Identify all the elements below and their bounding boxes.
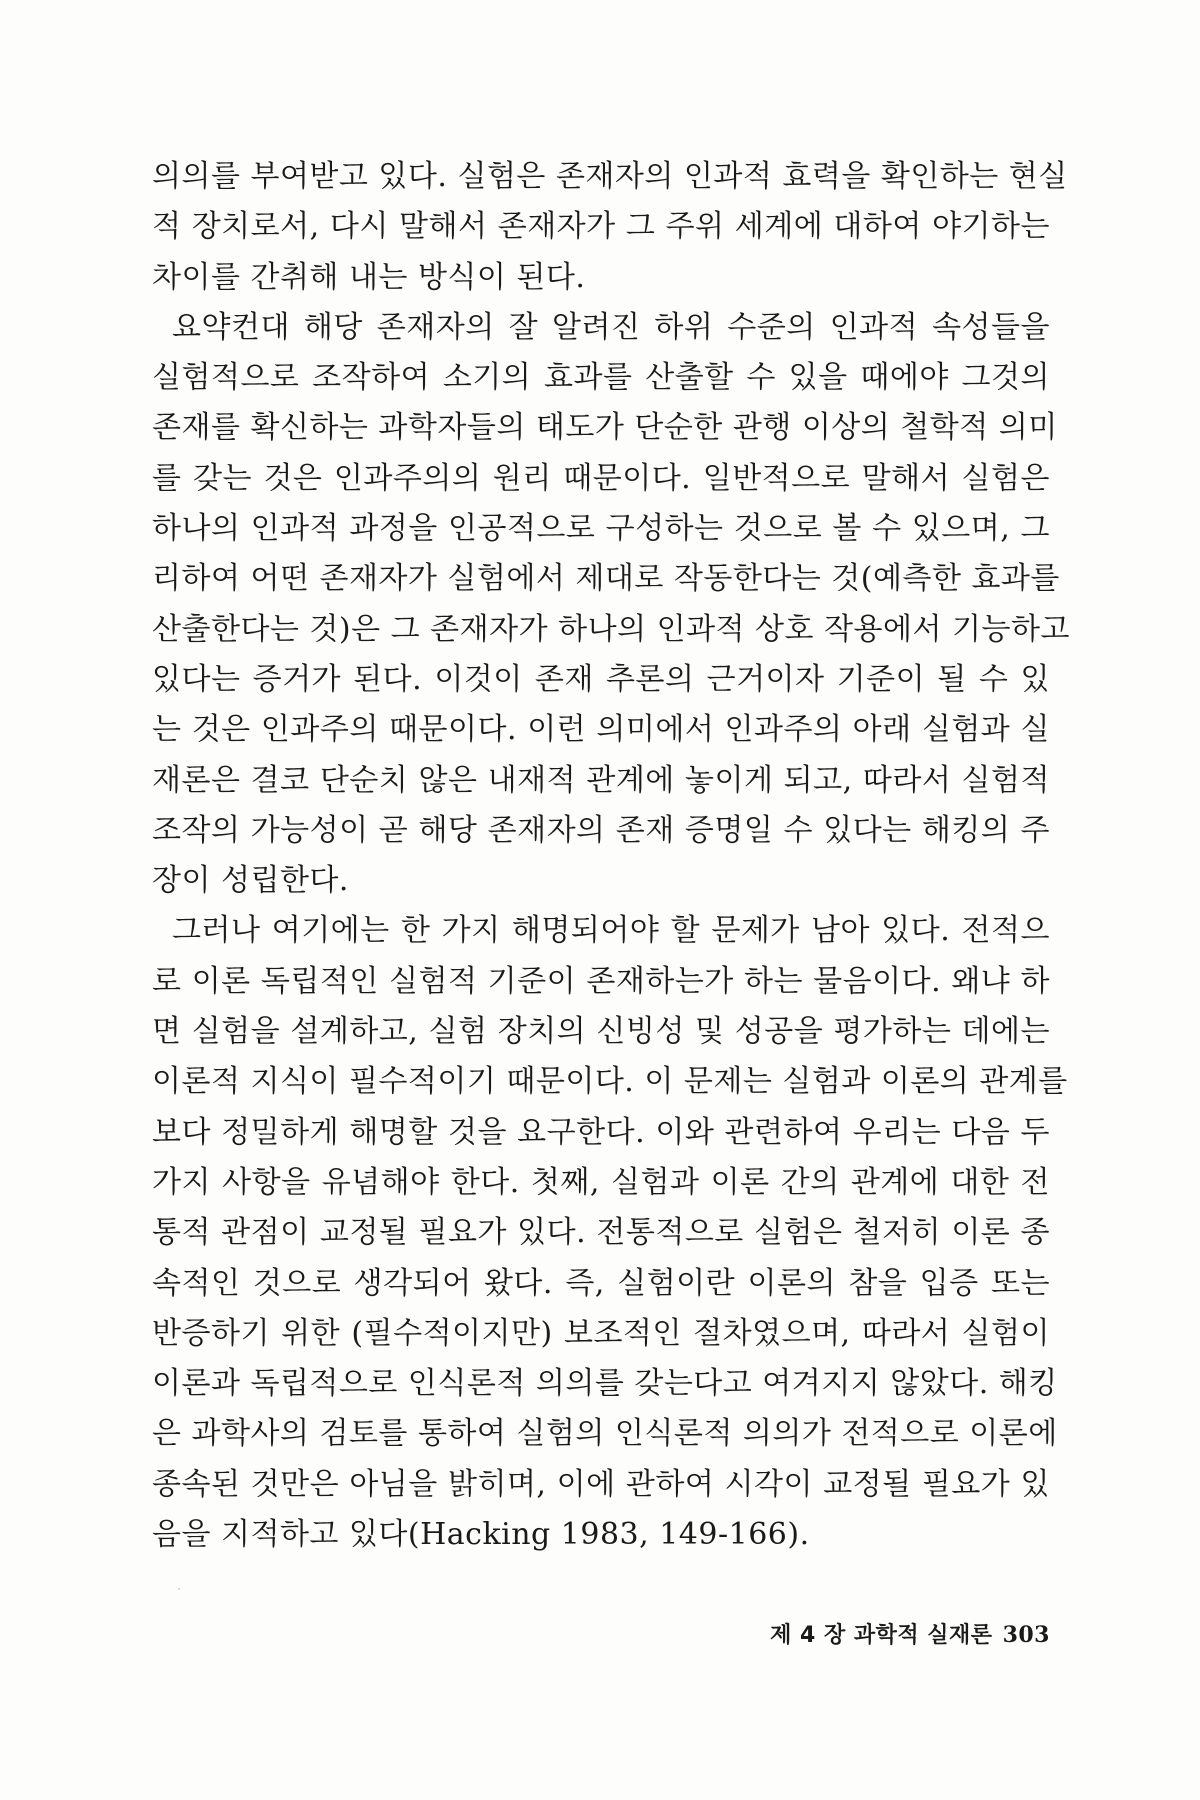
text-line: 장이 성립한다. bbox=[152, 863, 349, 899]
text-line: 가지 사항을 유념해야 한다. 첫째, 실험과 이론 간의 관계에 대한 전 bbox=[152, 1164, 1050, 1200]
running-footer bbox=[700, 1618, 1050, 1649]
text-line: 보다 정밀하게 해명할 것을 요구한다. 이와 관련하여 우리는 다음 두 bbox=[152, 1114, 1050, 1150]
page-number: 303 bbox=[1002, 1622, 1050, 1648]
body-text bbox=[152, 152, 1070, 1560]
text-line: 이론과 독립적으로 인식론적 의의를 갖는다고 여겨지지 않았다. 해킹 bbox=[152, 1366, 1058, 1402]
text-line: 통적 관점이 교정될 필요가 있다. 전통적으로 실험은 철저히 이론 종 bbox=[152, 1215, 1050, 1251]
text-line: 하나의 인과적 과정을 인공적으로 구성하는 것으로 볼 수 있으며, 그 bbox=[152, 511, 1050, 547]
text-line: 산출한다는 것)은 그 존재자가 하나의 인과적 상호 작용에서 기능하고 bbox=[152, 611, 1070, 647]
text-line: 반증하기 위한 (필수적이지만) 보조적인 절차였으며, 따라서 실험이 bbox=[152, 1315, 1050, 1351]
text-line: 로 이론 독립적인 실험적 기준이 존재하는가 하는 물음이다. 왜냐 하 bbox=[152, 963, 1050, 999]
text-line: 종속된 것만은 아님을 밝히며, 이에 관하여 시각이 교정될 필요가 있 bbox=[152, 1466, 1050, 1502]
paragraph-1 bbox=[152, 152, 1068, 303]
paper-speck bbox=[178, 1588, 180, 1590]
chapter-title: 제 4 장 과학적 실재론 bbox=[770, 1623, 993, 1648]
text-line: 재론은 결코 단순치 않은 내재적 관계에 놓이게 되고, 따라서 실험적 bbox=[152, 762, 1050, 798]
text-line: 속적인 것으로 생각되어 왔다. 즉, 실험이란 이론의 참을 입증 또는 bbox=[152, 1265, 1050, 1301]
paragraph-3 bbox=[152, 906, 1068, 1560]
text-line: 차이를 간취해 내는 방식이 된다. bbox=[152, 259, 586, 295]
text-line: 적 장치로서, 다시 말해서 존재자가 그 주위 세계에 대하여 야기하는 bbox=[152, 209, 1050, 245]
text-line: 요약컨대 해당 존재자의 잘 알려진 하위 수준의 인과적 속성들을 bbox=[172, 309, 1050, 345]
text-line: 조작의 가능성이 곧 해당 존재자의 존재 증명일 수 있다는 해킹의 주 bbox=[152, 812, 1050, 848]
text-line: 존재를 확신하는 과학자들의 태도가 단순한 관행 이상의 철학적 의미 bbox=[152, 410, 1058, 446]
text-line: 를 갖는 것은 인과주의의 원리 때문이다. 일반적으로 말해서 실험은 bbox=[152, 460, 1050, 496]
text-line: 있다는 증거가 된다. 이것이 존재 추론의 근거이자 기준이 될 수 있 bbox=[152, 661, 1050, 697]
text-line: 의의를 부여받고 있다. 실험은 존재자의 인과적 효력을 확인하는 현실 bbox=[152, 159, 1068, 194]
text-line: 그러나 여기에는 한 가지 해명되어야 할 문제가 남아 있다. 전적으 bbox=[172, 913, 1050, 949]
paragraph-2 bbox=[152, 303, 1070, 907]
text-line: 는 것은 인과주의 때문이다. 이런 의미에서 인과주의 아래 실험과 실 bbox=[152, 712, 1050, 748]
text-line: 면 실험을 설계하고, 실험 장치의 신빙성 및 성공을 평가하는 데에는 bbox=[152, 1014, 1050, 1050]
text-line: 리하여 어떤 존재자가 실험에서 제대로 작동한다는 것(예측한 효과를 bbox=[152, 561, 1060, 597]
text-line: 은 과학사의 검토를 통하여 실험의 인식론적 의의가 전적으로 이론에 bbox=[152, 1416, 1058, 1452]
text-line: 이론적 지식이 필수적이기 때문이다. 이 문제는 실험과 이론의 관계를 bbox=[152, 1064, 1068, 1100]
text-line: 실험적으로 조작하여 소기의 효과를 산출할 수 있을 때에야 그것의 bbox=[152, 360, 1050, 396]
text-line: 음을 지적하고 있다(Hacking 1983, 149-166). bbox=[152, 1517, 810, 1553]
